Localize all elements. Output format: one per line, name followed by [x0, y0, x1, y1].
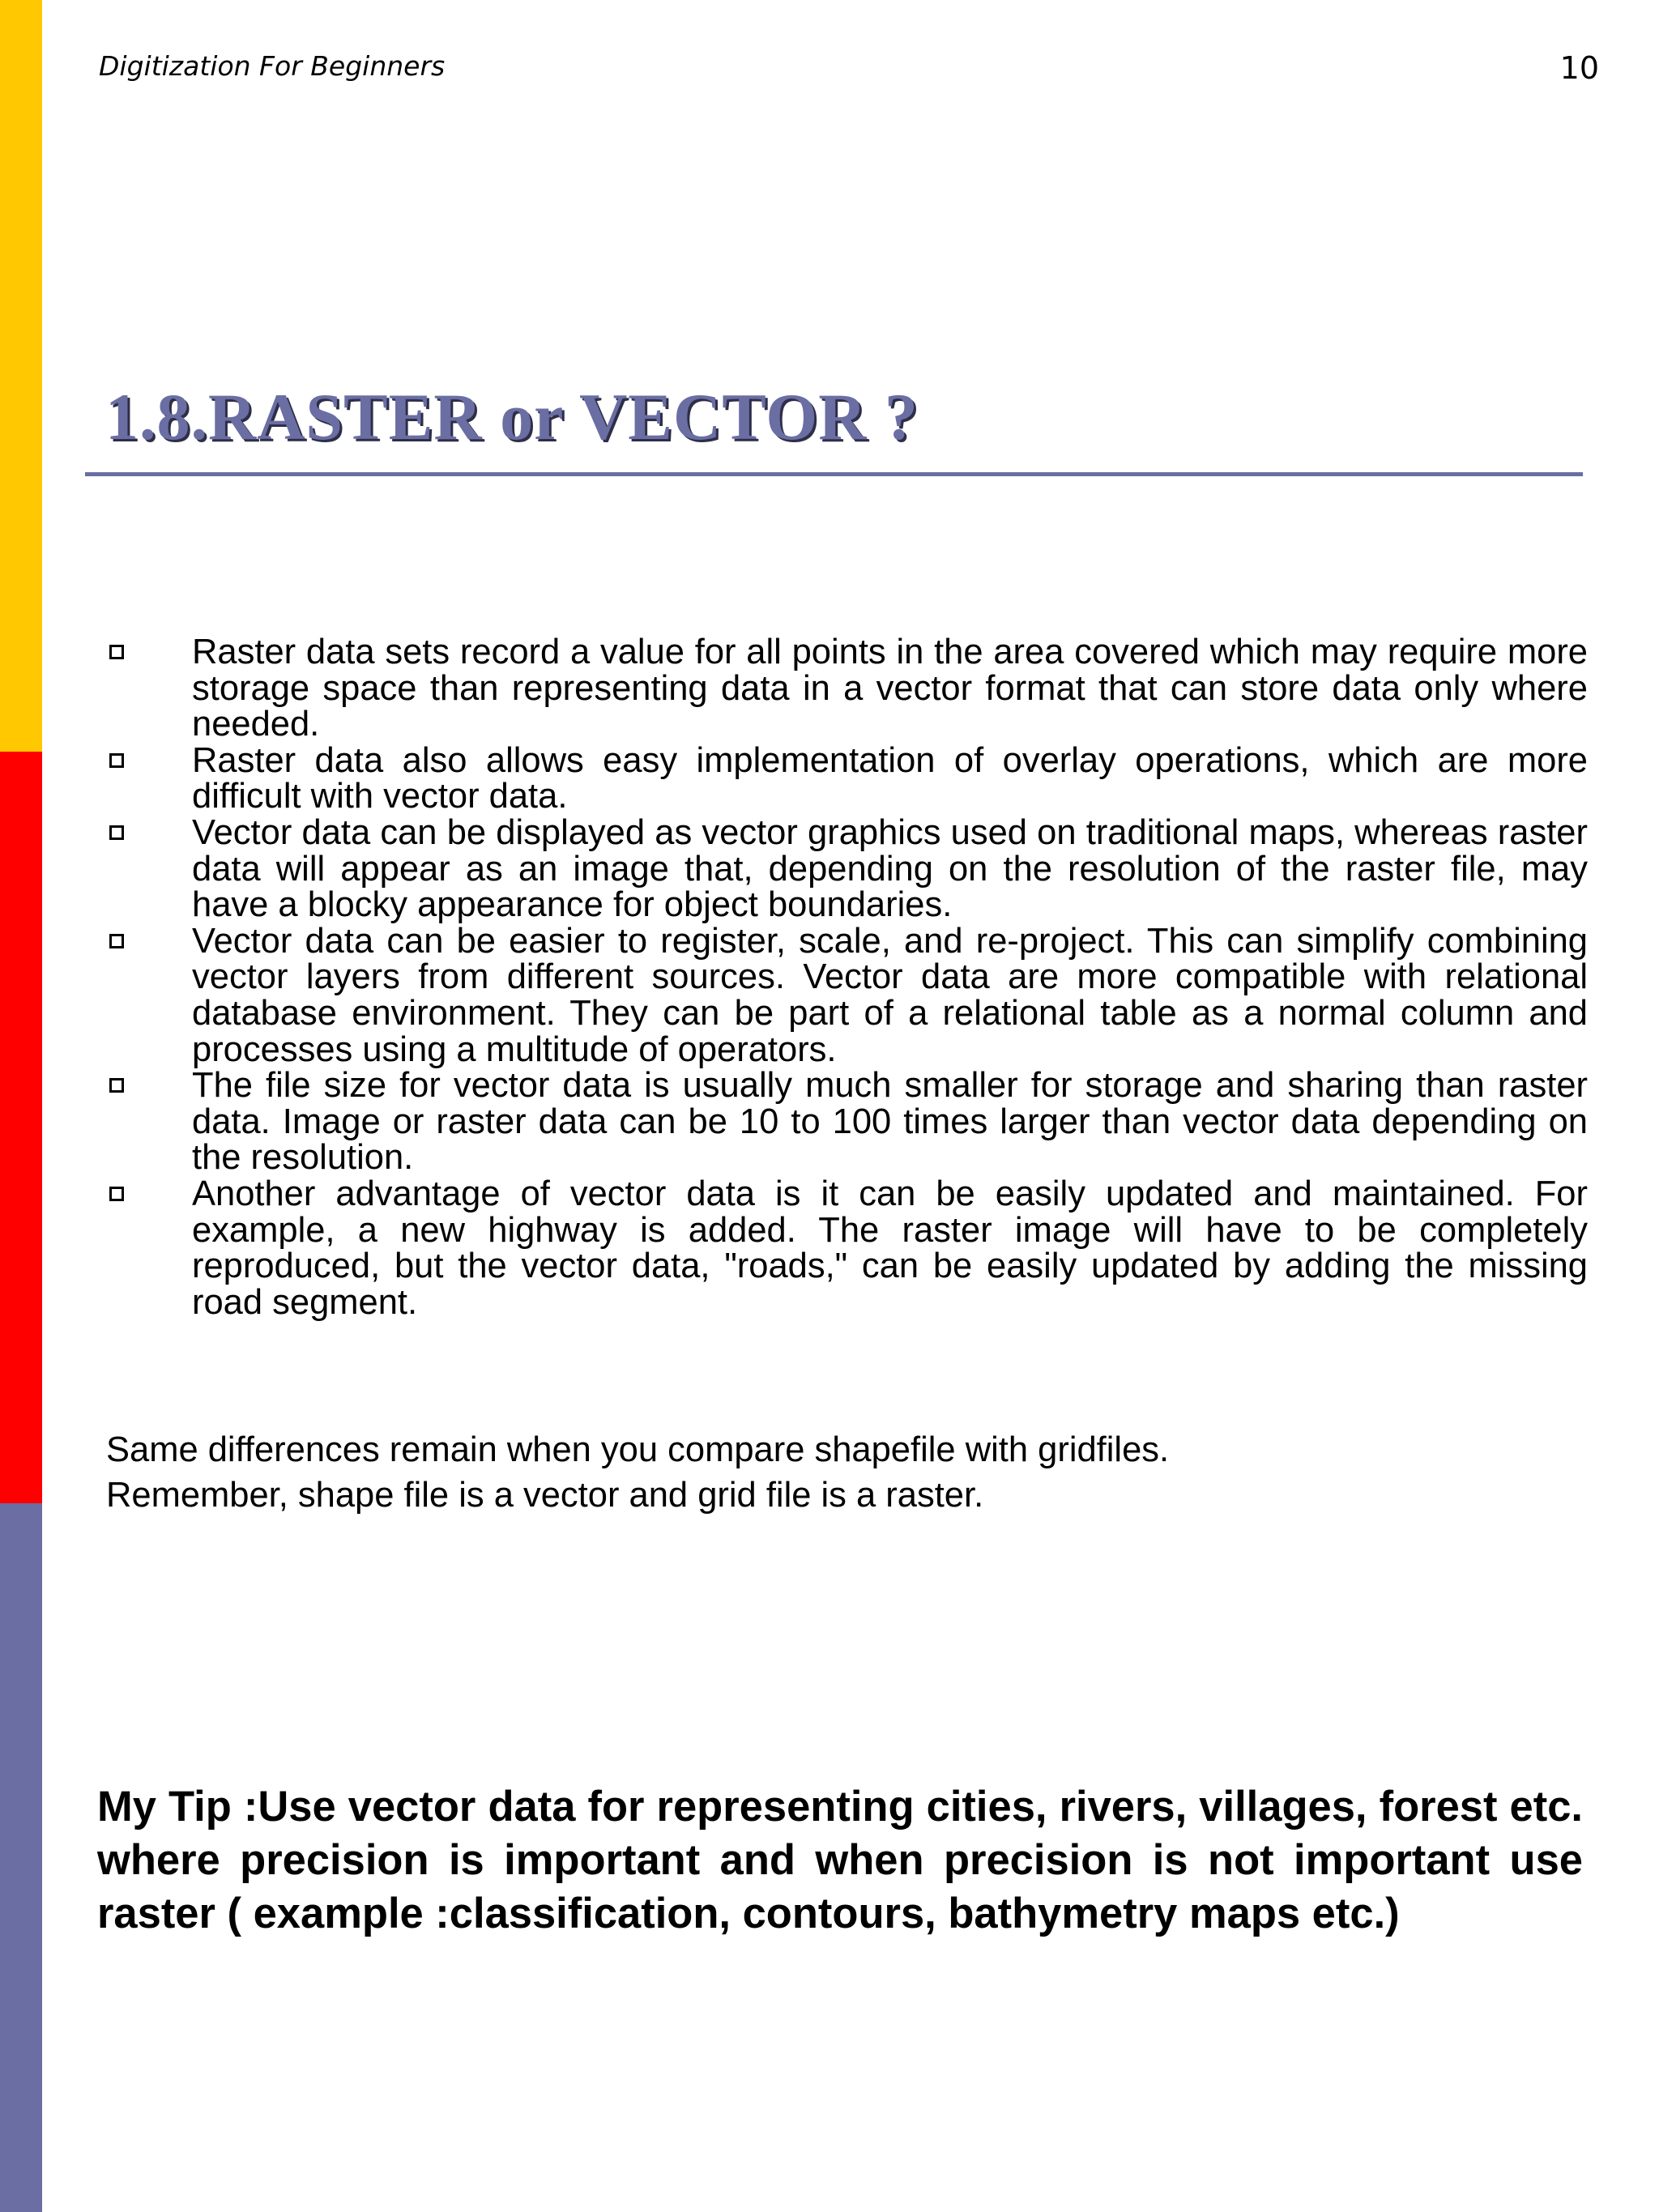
bullet-list [105, 634, 1588, 1320]
side-bar-blue-segment [0, 1503, 42, 2212]
note-line: Same differences remain when you compare shapefile with gridfiles. [106, 1430, 1170, 1469]
bullet-item [105, 923, 1588, 1068]
square-bullet-icon [109, 934, 124, 948]
title-underline [85, 472, 1583, 476]
section-title: 1.8.RASTER or VECTOR ? [105, 380, 919, 454]
bullet-item [105, 812, 1588, 925]
bullet-text: The file size for vector data is usually much smaller for storage and sharing than raster data. Image or raster data can be 10 to 100 times larger than vector data depending on the resolution. [192, 1066, 1588, 1178]
bullet-text: Raster data also allows easy implementation of overlay operations, which are more difficult with vector data. [192, 740, 1588, 816]
note-line: Remember, shape file is a vector and grid file is a raster. [106, 1476, 984, 1515]
square-bullet-icon [109, 753, 124, 768]
bullet-text: Vector data can be easier to register, scale, and re-project. This can simplify combining vector layers from different sources. Vector data are more compatible with relational database environment. They can be part of a relational table as a normal column and processes using a multitude of operators. [192, 921, 1588, 1069]
square-bullet-icon [109, 1078, 124, 1093]
note-block [106, 1427, 1169, 1518]
side-color-bar [0, 0, 42, 2212]
square-bullet-icon [109, 1187, 124, 1201]
bullet-text: Another advantage of vector data is it can be easily updated and maintained. For example, a new highway is added. The raster image will have to be completely reproduced, but the vector data, "roads," can be easily updated by adding the missing road segment. [192, 1174, 1588, 1322]
square-bullet-icon [109, 645, 124, 659]
bullet-text: Raster data sets record a value for all points in the area covered which may require more storage space than representing data in a vector format that can store data only where needed. [192, 633, 1588, 744]
side-bar-red-segment [0, 752, 42, 1503]
side-bar-yellow-segment [0, 0, 42, 752]
bullet-text: Vector data can be displayed as vector graphics used on traditional maps, whereas raster data will appear as an image that, depending on the resolution of the raster file, may have a blocky appearance for object boundaries. [192, 812, 1588, 925]
bullet-item [105, 740, 1588, 816]
bullet-item [105, 1176, 1588, 1320]
running-header: Digitization For Beginners [99, 50, 446, 82]
bullet-item [105, 634, 1588, 743]
page-number: 10 [1559, 50, 1599, 86]
square-bullet-icon [109, 825, 124, 840]
tip-paragraph: My Tip :Use vector data for representing cities, rivers, villages, forest etc. where precision is important and when precision is not important use raster ( example :classification, contours, bathymetry maps etc.) [97, 1783, 1583, 1937]
bullet-item [105, 1068, 1588, 1176]
